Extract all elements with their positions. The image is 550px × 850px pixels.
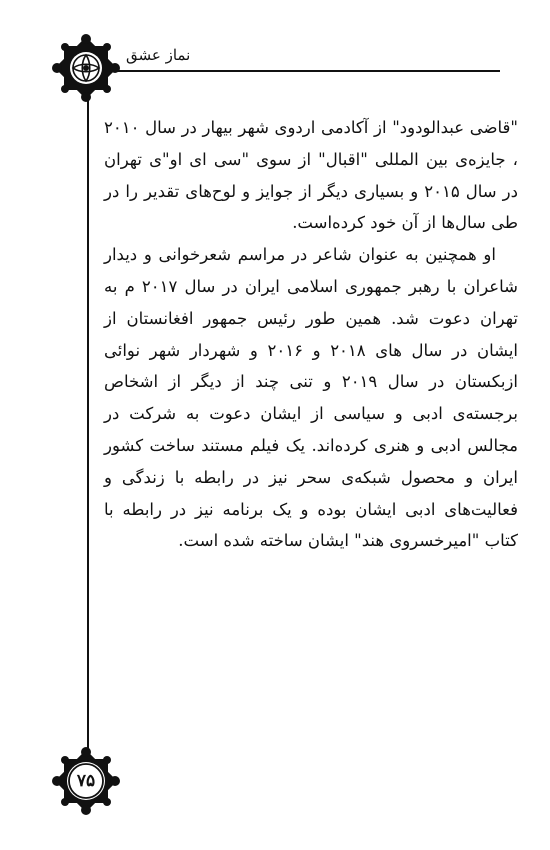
side-rule bbox=[87, 70, 89, 770]
running-title: نماز عشق bbox=[126, 46, 191, 64]
header-rule bbox=[84, 70, 500, 72]
paragraph-2: او همچنین به عنوان شاعر در مراسم شعرخوانی و دیدار شاعران با رهبر جمهوری اسلامی ایران در سال ۲۰۱۷ م به تهران دعوت شد. همین طور رئیس جمهور افغانستان از ایشان در سال های ۲۰۱۸ و ۲۰۱۶ و شهردار شهر نوائی ازبکستان در سال ۲۰۱۹ و تنی چند از دیگر از اشخاص برجسته‌ی ادبی و سیاسی از ایشان دعوت به شرکت در مجالس ادبی و هنری کرده‌اند. یک فیلم مستند ساخت کشور ایران و محصول شبکه‌ی سحر نیز در رابطه با زندگی و فعالیت‌های ادبی ایشان بوده و یک برنامه نیز در رابطه با کتاب "امیرخسروی هند" ایشان ساخته شده است. bbox=[104, 245, 518, 551]
arabesque-ornament-icon bbox=[52, 34, 120, 102]
paragraph-1: "قاضی عبدالودود" از آکادمی اردوی شهر بیهار در سال ۲۰۱۰ ، جایزه‌ی بین المللی "اقبال" از سوی "سی ای او"ی تهران در سال ۲۰۱۵ و بسیاری دیگر از جوایز و لوح‌های تقدیر را در طی سال‌ها از آن خود کرده‌است. bbox=[104, 118, 518, 233]
body-text bbox=[104, 112, 518, 557]
page-number: ۷۵ bbox=[76, 771, 96, 791]
